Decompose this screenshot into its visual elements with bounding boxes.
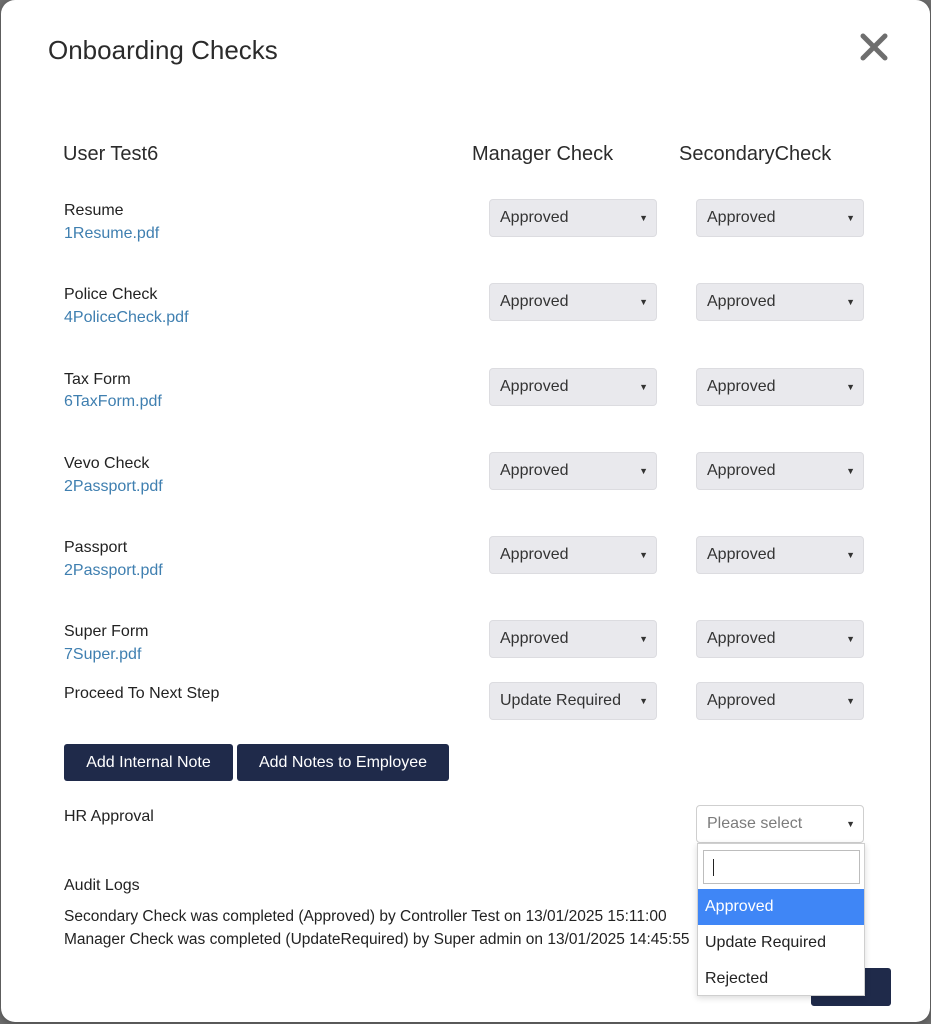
manager-select-vevo-check[interactable] [489,452,657,490]
doc-link-vevo-check[interactable]: 2Passport.pdf [64,478,163,495]
doc-link-passport[interactable]: 2Passport.pdf [64,562,163,579]
onboarding-modal [1,0,930,1022]
manager-select-police-check[interactable] [489,283,657,321]
caret-down-icon: ▼ [846,634,855,644]
caret-down-icon: ▼ [639,297,648,307]
select-value: Approved [500,209,569,226]
hr-approval-label: HR Approval [64,808,154,825]
select-value: Approved [707,630,776,647]
caret-down-icon: ▼ [639,696,648,706]
caret-down-icon: ▼ [846,696,855,706]
secondary-check-heading: SecondaryCheck [679,143,832,165]
secondary-select-tax-form[interactable] [696,368,864,406]
select-value: Approved [707,546,776,563]
select-value: Approved [707,209,776,226]
doc-link-police-check[interactable]: 4PoliceCheck.pdf [64,309,189,326]
select-value: Approved [707,692,776,709]
secondary-select-resume[interactable] [696,199,864,237]
doc-link-super-form[interactable]: 7Super.pdf [64,646,142,663]
secondary-select-vevo-check[interactable] [696,452,864,490]
select-value: Approved [500,462,569,479]
select-placeholder: Please select [707,815,803,832]
caret-down-icon: ▼ [639,634,648,644]
select-value: Approved [500,378,569,395]
hr-approval-dropdown [697,843,865,996]
user-name-heading: User Test6 [63,143,159,165]
select-value: Approved [707,378,776,395]
audit-log-entry: Secondary Check was completed (Approved) by Controller Test on 13/01/2025 15:11:00 [64,908,667,925]
caret-down-icon: ▼ [846,819,855,829]
doc-label-super-form: Super Form [64,623,149,640]
dropdown-option-update-required[interactable]: Update Required [705,934,826,951]
dropdown-option-rejected[interactable]: Rejected [705,970,769,987]
manager-select-passport[interactable] [489,536,657,574]
dropdown-option-approved[interactable]: Approved [698,889,864,925]
dropdown-search-input[interactable] [703,850,860,884]
doc-label-passport: Passport [64,539,128,556]
secondary-select-passport[interactable] [696,536,864,574]
doc-label-resume: Resume [64,202,124,219]
doc-label-vevo-check: Vevo Check [64,455,150,472]
modal-title: Onboarding Checks [48,35,278,65]
select-value: Approved [707,462,776,479]
secondary-select-super-form[interactable] [696,620,864,658]
text-cursor [713,859,714,876]
proceed-label: Proceed To Next Step [64,685,220,702]
secondary-select-police-check[interactable] [696,283,864,321]
select-value: Approved [500,630,569,647]
caret-down-icon: ▼ [846,297,855,307]
caret-down-icon: ▼ [639,382,648,392]
doc-label-police-check: Police Check [64,286,158,303]
caret-down-icon: ▼ [846,382,855,392]
caret-down-icon: ▼ [846,466,855,476]
add-internal-note-button[interactable]: Add Internal Note [64,744,233,781]
select-value: Update Required [500,692,621,709]
manager-select-super-form[interactable] [489,620,657,658]
manager-select-resume[interactable] [489,199,657,237]
select-value: Approved [500,546,569,563]
close-button[interactable] [857,30,891,64]
caret-down-icon: ▼ [639,550,648,560]
doc-label-tax-form: Tax Form [64,371,131,388]
doc-link-resume[interactable]: 1Resume.pdf [64,225,160,242]
caret-down-icon: ▼ [846,213,855,223]
caret-down-icon: ▼ [846,550,855,560]
caret-down-icon: ▼ [639,213,648,223]
manager-select-tax-form[interactable] [489,368,657,406]
doc-link-tax-form[interactable]: 6TaxForm.pdf [64,393,162,410]
manager-check-heading: Manager Check [472,143,614,165]
select-value: Approved [500,293,569,310]
audit-logs-title: Audit Logs [64,877,140,894]
hr-approval-select[interactable] [696,805,864,843]
caret-down-icon: ▼ [639,466,648,476]
add-notes-to-employee-button[interactable]: Add Notes to Employee [237,744,449,781]
close-icon [857,30,891,64]
manager-select-proceed[interactable] [489,682,657,720]
select-value: Approved [707,293,776,310]
audit-log-entry: Manager Check was completed (UpdateRequired) by Super admin on 13/01/2025 14:45:55 [64,931,690,948]
secondary-select-proceed[interactable] [696,682,864,720]
